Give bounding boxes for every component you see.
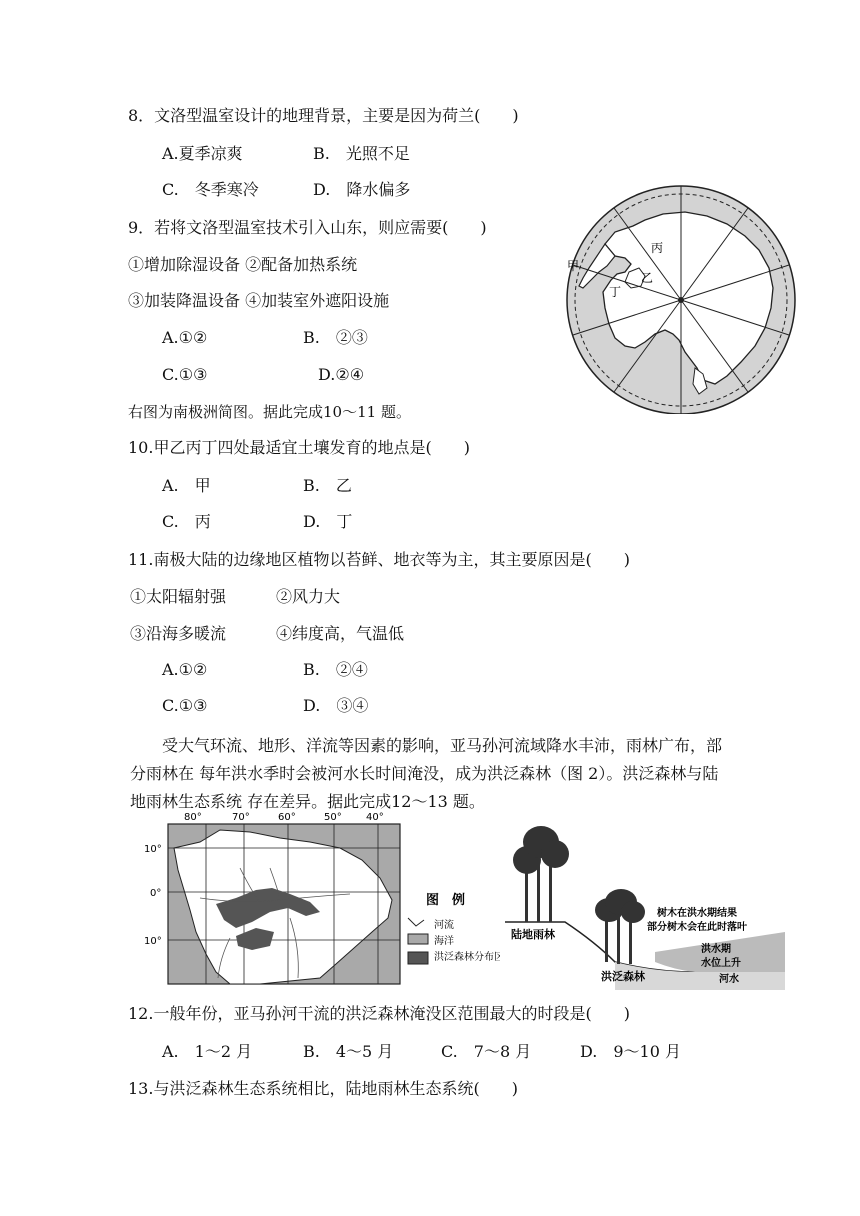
q13-stem: 13.与洪泛森林生态系统相比，陆地雨林生态系统( ) (128, 1079, 518, 1098)
lon-50: 50° (324, 812, 342, 823)
legend-ocean: 海洋 (434, 936, 454, 947)
q8-option-d: D. 降水偏多 (313, 180, 411, 199)
q8-stem: 8．文洛型温室设计的地理背景，主要是因为荷兰( ) (128, 106, 519, 125)
q12-option-d: D. 9～10 月 (580, 1042, 681, 1061)
label-water-rise: 水位上升 (701, 958, 741, 969)
q10-option-a: A. 甲 (162, 476, 211, 495)
lon-40: 40° (366, 812, 384, 823)
lon-80: 80° (184, 812, 202, 823)
q11-item-1: ①太阳辐射强 (130, 587, 227, 606)
q11-item-4: ④纬度高，气温低 (276, 624, 405, 643)
q9-stem: 9．若将文洛型温室技术引入山东，则应需要( ) (128, 218, 487, 237)
label-fruit: 树木在洪水期结果 (657, 908, 737, 919)
q9-option-d: D.②④ (318, 365, 365, 384)
q11-option-a: A.①② (162, 660, 208, 679)
legend-ocean-swatch (408, 934, 428, 944)
label-yi: 乙 (641, 271, 654, 285)
intro-10-11: 右图为南极洲简图。据此完成10～11 题。 (128, 403, 411, 421)
label-river-water: 河水 (719, 974, 739, 985)
label-flood-period: 洪水期 (701, 944, 731, 955)
legend-river-icon (408, 918, 424, 926)
q9-option-a: A.①② (162, 328, 208, 347)
q9-option-b: B. ②③ (303, 328, 368, 347)
legend-river: 河流 (434, 920, 454, 931)
q11-stem: 11.南极大陆的边缘地区植物以苔鲜、地衣等为主，其主要原因是( ) (128, 550, 630, 569)
q10-stem: 10.甲乙丙丁四处最适宜土壤发育的地点是( ) (128, 438, 470, 457)
lat-10n: 10° (144, 844, 162, 855)
q10-option-d: D. 丁 (303, 512, 353, 531)
q11-option-d: D. ③④ (303, 696, 369, 715)
label-jia: 甲 (567, 259, 580, 273)
label-ding: 丁 (609, 285, 622, 299)
q10-option-b: B. 乙 (303, 476, 352, 495)
profile-diagram (505, 822, 785, 992)
label-flood-forest: 洪泛森林 (601, 970, 645, 983)
q12-stem: 12.一般年份，亚马孙河干流的洪泛森林淹没区范围最大的时段是( ) (128, 1004, 630, 1023)
q9-item-2: ③加装降温设备 ④加装室外遮阳设施 (128, 291, 390, 310)
lon-70: 70° (232, 812, 250, 823)
q11-option-b: B. ②④ (303, 660, 368, 679)
legend-title: 图 例 (426, 893, 466, 908)
q9-item-1: ①增加除湿设备 ②配备加热系统 (128, 255, 358, 274)
q11-option-c: C.①③ (162, 696, 208, 715)
q8-option-b: B. 光照不足 (313, 144, 410, 163)
q10-option-c: C. 丙 (162, 512, 211, 531)
q8-option-c: C. 冬季寒冷 (162, 180, 259, 199)
label-bing: 丙 (651, 241, 664, 255)
label-land-rainforest: 陆地雨林 (511, 928, 555, 941)
q12-option-b: B. 4～5 月 (303, 1042, 394, 1061)
q9-option-c: C.①③ (162, 365, 208, 384)
q11-item-2: ②风力大 (276, 587, 341, 606)
q11-item-3: ③沿海多暖流 (130, 624, 227, 643)
lat-10s: 10° (144, 936, 162, 947)
q12-option-a: A. 1～2 月 (162, 1042, 253, 1061)
legend-flood-swatch (408, 952, 428, 964)
label-leaf-drop: 部分树木会在此时落叶 (647, 922, 747, 933)
legend-flood: 洪泛森林分布区 (434, 952, 500, 963)
intro-12-13: 受大气环流、地形、洋流等因素的影响，亚马孙河流域降水丰沛，雨林广布，部分雨林在 每年洪水季时会被河水长时间淹没，成为洪泛森林（图 2）。洪泛森林与陆地雨林生态系统 存在差异。据此完成12～13 题。 (130, 736, 723, 811)
lon-60: 60° (278, 812, 296, 823)
antarctica-map (545, 184, 815, 414)
q12-option-c: C. 7～8 月 (441, 1042, 532, 1061)
amazon-map (140, 808, 500, 988)
q8-option-a: A.夏季凉爽 (162, 144, 243, 163)
lat-0: 0° (150, 888, 162, 899)
